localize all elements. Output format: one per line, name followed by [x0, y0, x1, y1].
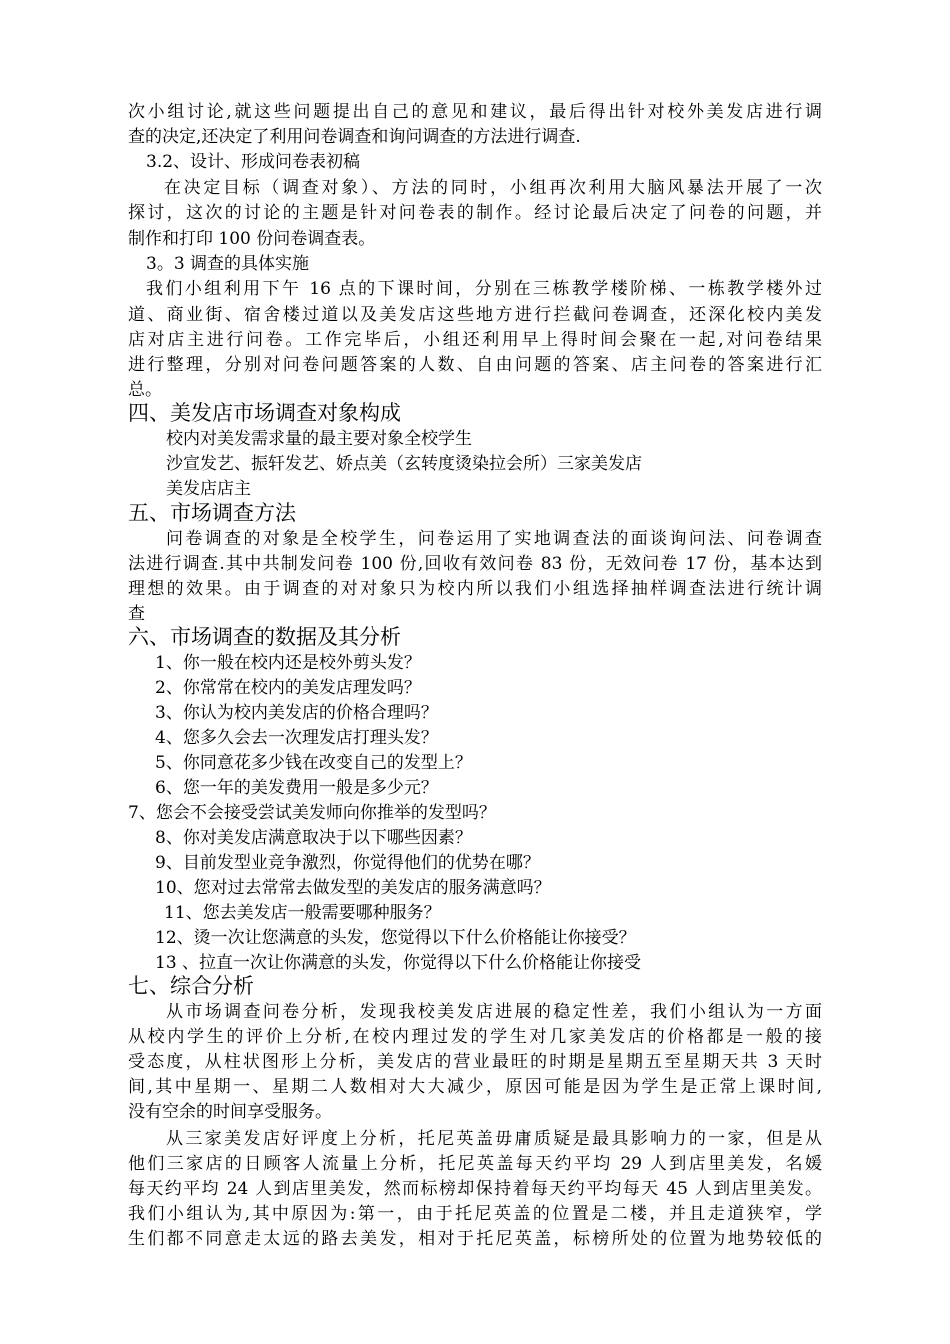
question-item: 8、你对美发店满意取决于以下哪些因素？ [155, 828, 472, 848]
paragraph-line: 从校内学生的评价上分析,在校内理过发的学生对几家美发店的价格都是一般的接 [128, 1027, 822, 1047]
list-line: 沙宣发艺、振轩发艺、娇点美（玄转度烫染拉会所）三家美发店 [166, 454, 642, 474]
subheading: 3.2、设计、形成问卷表初稿 [146, 152, 361, 172]
list-line: 校内对美发需求量的最主要对象全校学生 [166, 429, 472, 449]
paragraph-line: 我们小组认为,其中原因为:第一，由于托尼英盖的位置是二楼，并且走道狭窄，学 [128, 1204, 822, 1224]
paragraph-line: 店对店主进行问卷。工作完毕后，小组还利用早上得时间会聚在一起,对问卷结果 [128, 330, 822, 350]
question-item: 1、你一般在校内还是校外剪头发？ [155, 653, 421, 673]
paragraph-line: 法进行调查.其中共制发问卷 100 份,回收有效问卷 83 份，无效问卷 17 份，基本达到 [128, 554, 822, 574]
paragraph-line: 制作和打印 100 份问卷调查表。 [128, 229, 376, 249]
paragraph-line: 没有空余的时间享受服务。 [128, 1102, 332, 1122]
section-heading: 五、市场调查方法 [128, 501, 296, 525]
paragraph-line: 我们小组利用下午 16 点的下课时间，分别在三栋教学楼阶梯、一栋教学楼外过 [146, 279, 822, 299]
paragraph-line: 受态度，从柱状图形上分析，美发店的营业最旺的时期是星期五至星期天共 3 天时 [128, 1052, 822, 1072]
paragraph-line: 次小组讨论,就这些问题提出自己的意见和建议，最后得出针对校外美发店进行调 [128, 102, 822, 122]
question-item: 3、你认为校内美发店的价格合理吗？ [155, 703, 438, 723]
section-heading: 七、综合分析 [128, 974, 254, 998]
paragraph-line: 查 [128, 604, 145, 624]
paragraph-line: 总。 [128, 380, 162, 400]
paragraph-line: 进行整理，分别对问卷问题答案的人数、自由问题的答案、店主问卷的答案进行汇 [128, 355, 822, 375]
paragraph-line: 在决定目标（调查对象）、方法的同时，小组再次利用大脑风暴法开展了一次 [164, 178, 822, 198]
paragraph-line: 每天约平均 24 人到店里美发，然而标榜却保持着每天约平均每天 45 人到店里美发。 [128, 1179, 822, 1199]
paragraph-line: 从市场调查问卷分析，发现我校美发店进展的稳定性差，我们小组认为一方面 [166, 1002, 822, 1022]
section-heading: 六、市场调查的数据及其分析 [128, 625, 401, 649]
paragraph-line: 他们三家店的日顾客人流量上分析，托尼英盖每天约平均 29 人到店里美发，名媛 [128, 1154, 822, 1174]
paragraph-line: 间,其中星期一、星期二人数相对大大减少，原因可能是因为学生是正常上课时间, [128, 1077, 822, 1097]
paragraph-line: 问卷调查的对象是全校学生，问卷运用了实地调查法的面谈询问法、问卷调查 [166, 529, 822, 549]
paragraph-line: 探讨，这次的讨论的主题是针对问卷表的制作。经讨论最后决定了问卷的问题，并 [128, 203, 822, 223]
question-item: 11、您去美发店一般需要哪种服务？ [164, 903, 441, 923]
question-item: 9、目前发型业竞争激烈，你觉得他们的优势在哪？ [155, 853, 540, 873]
question-item: 5、你同意花多少钱在改变自己的发型上？ [155, 753, 472, 773]
question-item: 2、你常常在校内的美发店理发吗？ [155, 678, 421, 698]
question-item: 12、烫一次让您满意的头发，您觉得以下什么价格能让你接受？ [155, 928, 636, 948]
paragraph-line: 查的决定,还决定了利用问卷调查和询问调查的方法进行调查. [128, 127, 581, 147]
question-item: 4、您多久会去一次理发店打理头发？ [155, 728, 438, 748]
question-item: 7、您会不会接受尝试美发师向你推举的发型吗？ [128, 803, 496, 823]
paragraph-line: 道、商业街、宿舍楼过道以及美发店这些地方进行拦截问卷调查，还深化校内美发 [128, 305, 822, 325]
paragraph-line: 从三家美发店好评度上分析，托尼英盖毋庸质疑是最具影响力的一家，但是从 [166, 1129, 822, 1149]
question-item: 10、您对过去常常去做发型的美发店的服务满意吗？ [155, 878, 551, 898]
question-item: 13 、拉直一次让你满意的头发，你觉得以下什么价格能让你接受 [155, 953, 642, 973]
paragraph-line: 理想的效果。由于调查的对对象只为校内所以我们小组选择抽样调查法进行统计调 [128, 579, 822, 599]
question-item: 6、您一年的美发费用一般是多少元？ [155, 778, 438, 798]
subheading: 3。3 调查的具体实施 [146, 254, 310, 274]
section-heading: 四、美发店市场调查对象构成 [128, 401, 401, 425]
paragraph-line: 生们都不同意走太远的路去美发，相对于托尼英盖，标榜所处的位置为地势较低的 [128, 1229, 822, 1249]
list-line: 美发店店主 [166, 479, 251, 499]
